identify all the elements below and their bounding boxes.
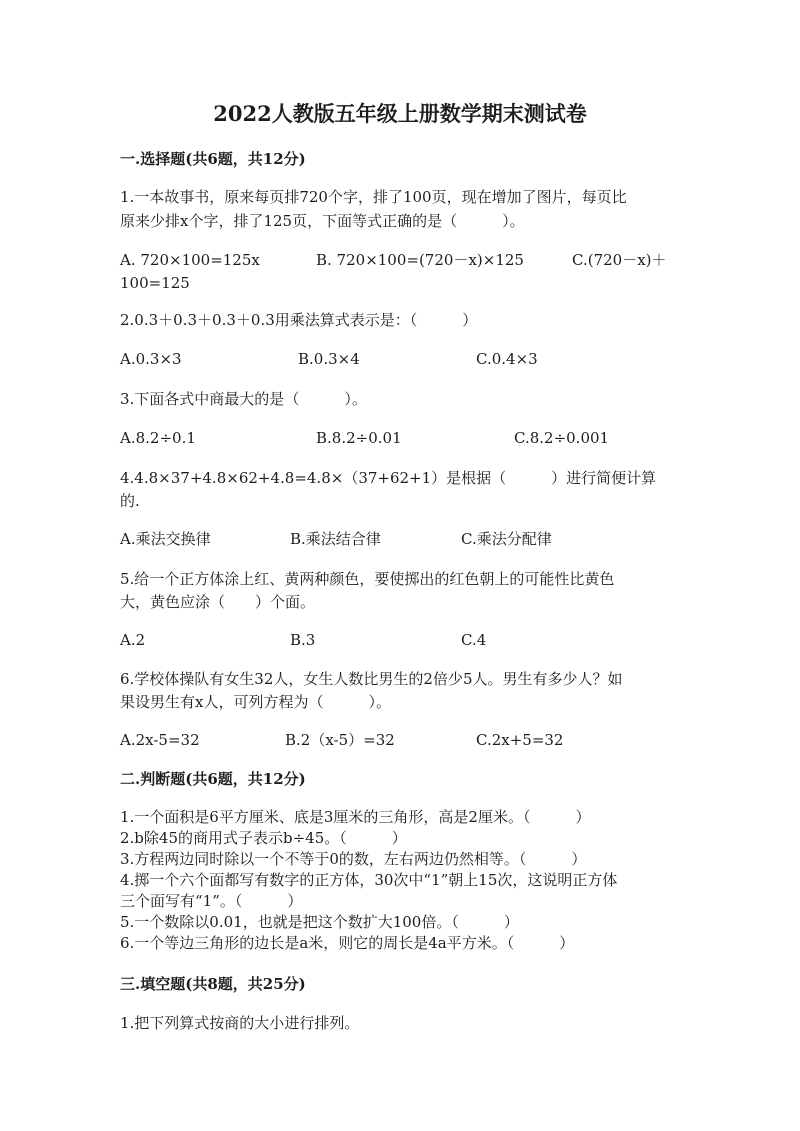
question-1-line-2: 原来少排x个字，排了125页，下面等式正确的是（ ）。 [120, 212, 525, 230]
question-6-line-1: 6.学校体操队有女生32人，女生人数比男生的2倍少5人。男生有多少人？如 [120, 670, 623, 688]
question-1-option-b: B. 720×100=(720－x)×125 [316, 251, 524, 269]
question-3-line-1: 3.下面各式中商最大的是（ ）。 [120, 390, 367, 408]
question-4-line-2: 的. [120, 492, 140, 510]
question-3-option-b: B.8.2÷0.01 [316, 429, 402, 447]
question-4-line-1: 4.4.8×37+4.8×62+4.8=4.8×（37+62+1）是根据（ ）进行简便计算 [120, 469, 657, 487]
judge-line-2: 2.b除45的商用式子表示b÷45。（ ） [120, 829, 407, 847]
question-4-option-b: B.乘法结合律 [290, 530, 381, 548]
section-heading-judge: 二.判断题(共6题，共12分) [120, 770, 306, 788]
judge-line-6: 5.一个数除以0.01，也就是把这个数扩大100倍。（ ） [120, 913, 519, 931]
fill-line-1: 1.把下列算式按商的大小进行排列。 [120, 1014, 360, 1032]
question-2-option-b: B.0.3×4 [298, 350, 360, 368]
section-heading-fill: 三.填空题(共8题，共25分) [120, 975, 306, 993]
question-2-option-c: C.0.4×3 [476, 350, 538, 368]
question-6-option-a: A.2x-5=32 [120, 731, 200, 749]
question-6-option-b: B.2（x-5）=32 [285, 731, 395, 749]
question-5-line-2: 大，黄色应涂（ ）个面。 [120, 593, 316, 611]
question-3-option-a: A.8.2÷0.1 [120, 429, 196, 447]
judge-line-4: 4.掷一个六个面都写有数字的正方体，30次中“1”朝上15次，这说明正方体 [120, 871, 618, 889]
question-6-line-2: 果设男生有x人，可列方程为（ ）。 [120, 693, 391, 711]
question-2-option-a: A.0.3×3 [120, 350, 182, 368]
question-4-option-c: C.乘法分配律 [461, 530, 552, 548]
section-heading-choice: 一.选择题(共6题，共12分) [120, 150, 306, 168]
question-5-option-a: A.2 [120, 631, 146, 649]
judge-line-1: 1.一个面积是6平方厘米、底是3厘米的三角形，高是2厘米。（ ） [120, 808, 591, 826]
question-6-option-c: C.2x+5=32 [476, 731, 564, 749]
question-1-option-c-cont: 100=125 [120, 274, 190, 292]
question-1-option-c: C.(720－x)＋ [572, 251, 667, 269]
question-4-option-a: A.乘法交换律 [120, 530, 211, 548]
question-2-line-1: 2.0.3＋0.3＋0.3＋0.3用乘法算式表示是：（ ） [120, 311, 478, 329]
judge-line-7: 6.一个等边三角形的边长是a米，则它的周长是4a平方米。（ ） [120, 934, 575, 952]
question-1-option-a: A. 720×100=125x [120, 251, 260, 269]
page-title: 2022人教版五年级上册数学期末测试卷 [213, 101, 587, 126]
question-5-line-1: 5.给一个正方体涂上红、黄两种颜色，要使掷出的红色朝上的可能性比黄色 [120, 570, 615, 588]
judge-line-3: 3.方程两边同时除以一个不等于0的数，左右两边仍然相等。（ ） [120, 850, 587, 868]
question-5-option-c: C.4 [461, 631, 487, 649]
judge-line-5: 三个面写有“1”。（ ） [120, 892, 303, 910]
question-1-line-1: 1.一本故事书，原来每页排720个字，排了100页，现在增加了图片，每页比 [120, 188, 627, 206]
question-3-option-c: C.8.2÷0.001 [514, 429, 610, 447]
question-5-option-b: B.3 [290, 631, 316, 649]
